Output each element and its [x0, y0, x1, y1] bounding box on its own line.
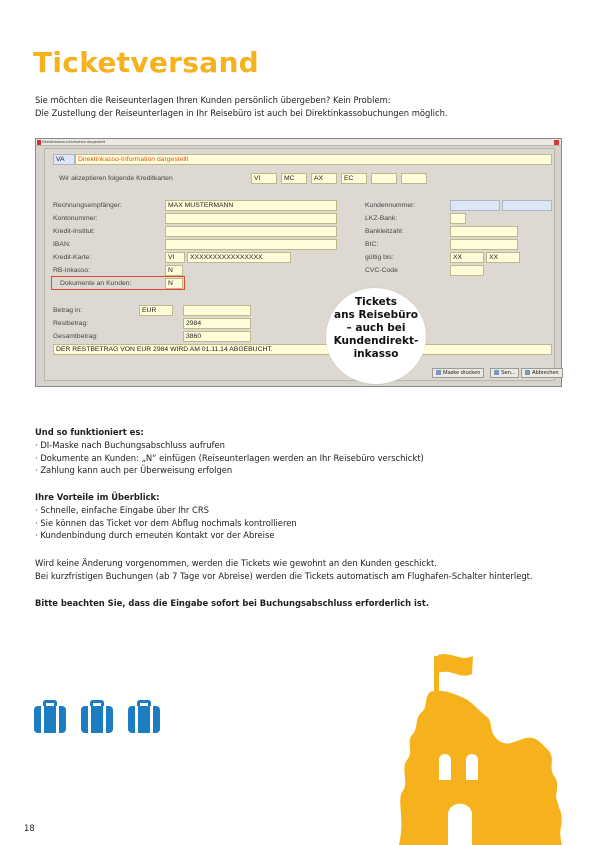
app-icon [37, 140, 41, 145]
bic-field[interactable] [450, 239, 518, 250]
window-title: Direktinkasso-Information dargestellt [42, 140, 106, 144]
label-iban: IBAN: [53, 241, 71, 248]
kreditinstitut-field[interactable] [165, 226, 337, 237]
suitcase-icon [81, 700, 113, 733]
iban-field[interactable] [165, 239, 337, 250]
label-restbetrag: Restbetrag: [53, 320, 89, 327]
form-panel [44, 148, 555, 381]
kundennummer-field[interactable] [450, 200, 500, 211]
notice-text: Bitte beachten Sie, dass die Eingabe sofort bei Buchungsabschluss erforderlich ist. [35, 598, 430, 608]
label-kontonummer: Kontonummer: [53, 215, 98, 222]
header-status-text: Direktinkasso-Information dargestellt [78, 156, 189, 163]
card-field-vi[interactable]: VI [251, 173, 277, 184]
cancel-icon [525, 370, 530, 375]
note-line: Wird keine Änderung vorgenommen, werden die Tickets wie gewohnt an den Kunden geschickt. [35, 558, 437, 568]
card-field-ax[interactable]: AX [311, 173, 337, 184]
advantages-heading: Ihre Vorteile im Überblick: [35, 492, 160, 502]
label-rechnungsempfaenger: Rechnungsempfänger: [53, 202, 122, 209]
how-item: · DI-Maske nach Buchungsabschluss aufrufen [35, 439, 225, 450]
how-it-works-section [35, 426, 424, 477]
suitcase-icon [34, 700, 66, 733]
notes-section [35, 557, 533, 583]
page-title: Ticketversand [33, 46, 260, 79]
label-kreditinstitut: Kredit-Institut: [53, 228, 95, 235]
dokumente-an-kunden-field[interactable]: N [165, 278, 183, 289]
gesamtbetrag-field: 3860 [183, 331, 251, 342]
label-betrag-in: Betrag in: [53, 307, 83, 314]
how-item: · Dokumente an Kunden: „N“ einfügen (Reiseunterlagen werden an Ihr Reisebüro verschickt) [35, 452, 424, 463]
label-kundennummer: Kundennummer: [365, 202, 416, 209]
how-heading: Und so funktioniert es: [35, 427, 144, 437]
cvc-code-field[interactable] [450, 265, 484, 276]
card-field-empty[interactable] [371, 173, 397, 184]
callout-text [326, 296, 426, 361]
note-line: Bei kurzfristigen Buchungen (ab 7 Tage vor Abreise) werden die Tickets automatisch am Flughafen-Schalter hinterlegt. [35, 570, 533, 581]
print-button-label: Maske drucken [443, 370, 481, 376]
how-item: · Zahlung kann auch per Überweisung erfolgen [35, 465, 233, 476]
advantage-item: · Sie können das Ticket vor dem Abflug nochmals kontrollieren [35, 517, 297, 528]
callout-line: Tickets [354, 296, 398, 308]
callout-line: Kundendirekt- [333, 335, 419, 347]
header-status-field [75, 154, 552, 165]
label-gesamtbetrag: Gesamtbetrag: [53, 333, 98, 340]
window-titlebar [36, 139, 561, 146]
cancel-button-label: Abbrechen [532, 370, 559, 376]
highlight-box [51, 276, 185, 290]
printer-icon [436, 370, 441, 375]
label-cvc-code: CVC-Code [365, 267, 398, 274]
label-dokumente: Dokumente an Kunden: [60, 280, 132, 287]
status-message: DER RESTBETRAG VON EUR 2984 WIRD AM 01.11.14 ABGEBUCHT. [53, 344, 552, 355]
advantages-section [35, 491, 297, 542]
kreditkarte-typ-field[interactable]: VI [165, 252, 185, 263]
code-field[interactable]: VA [53, 154, 75, 165]
kreditkarte-nummer-field[interactable]: XXXXXXXXXXXXXXXX [187, 252, 291, 263]
suitcase-icon [128, 700, 160, 733]
send-button[interactable] [490, 368, 519, 378]
send-icon [494, 370, 499, 375]
direktinkasso-window [35, 138, 562, 387]
label-kreditkarte: Kredit-Karte: [53, 254, 92, 261]
cards-label: Wir akzeptieren folgende Kreditkarten [59, 175, 173, 182]
betrag-field[interactable] [183, 305, 251, 316]
bankleitzahl-field[interactable] [450, 226, 518, 237]
callout-line: ans Reisebüro [333, 309, 419, 321]
kundennummer-field-2[interactable] [502, 200, 552, 211]
page-number: 18 [24, 823, 35, 833]
callout-line: inkasso [353, 348, 399, 360]
lkz-bank-field[interactable] [450, 213, 466, 224]
send-button-label: Sen... [501, 370, 516, 376]
restbetrag-field: 2984 [183, 318, 251, 329]
label-bic: BIC: [365, 241, 379, 248]
callout-line: – auch bei [346, 322, 406, 334]
waehrung-field[interactable]: EUR [139, 305, 173, 316]
intro-line: Die Zustellung der Reiseunterlagen in Ihr Reisebüro ist auch bei Direktinkassobuchungen möglich. [35, 107, 448, 118]
card-field-ec[interactable]: EC [341, 173, 367, 184]
advantage-item: · Schnelle, einfache Eingabe über Ihr CRS [35, 504, 209, 515]
kontonummer-field[interactable] [165, 213, 337, 224]
advantage-item: · Kundenbindung durch erneuten Kontakt vor der Abreise [35, 530, 275, 541]
rb-inkasso-field[interactable]: N [165, 265, 183, 276]
label-gueltig-bis: gültig bis: [365, 254, 394, 261]
card-field-mc[interactable]: MC [281, 173, 307, 184]
sandcastle-icon [390, 640, 598, 845]
label-lkz-bank: LKZ-Bank: [365, 215, 398, 222]
label-bankleitzahl: Bankleitzahl: [365, 228, 404, 235]
print-mask-button[interactable] [432, 368, 484, 378]
intro-line: Sie möchten die Reiseunterlagen Ihren Kunden persönlich übergeben? Kein Problem: [35, 95, 391, 105]
label-rb-inkasso: RB-Inkasso: [53, 267, 91, 274]
notice-section [35, 597, 429, 610]
cancel-button[interactable] [521, 368, 563, 378]
intro-text [35, 94, 448, 119]
gueltig-jahr-field[interactable]: XX [486, 252, 520, 263]
rechnungsempfaenger-field[interactable]: MAX MUSTERMANN [165, 200, 337, 211]
close-icon[interactable] [554, 140, 559, 145]
gueltig-monat-field[interactable]: XX [450, 252, 484, 263]
card-field-empty[interactable] [401, 173, 427, 184]
